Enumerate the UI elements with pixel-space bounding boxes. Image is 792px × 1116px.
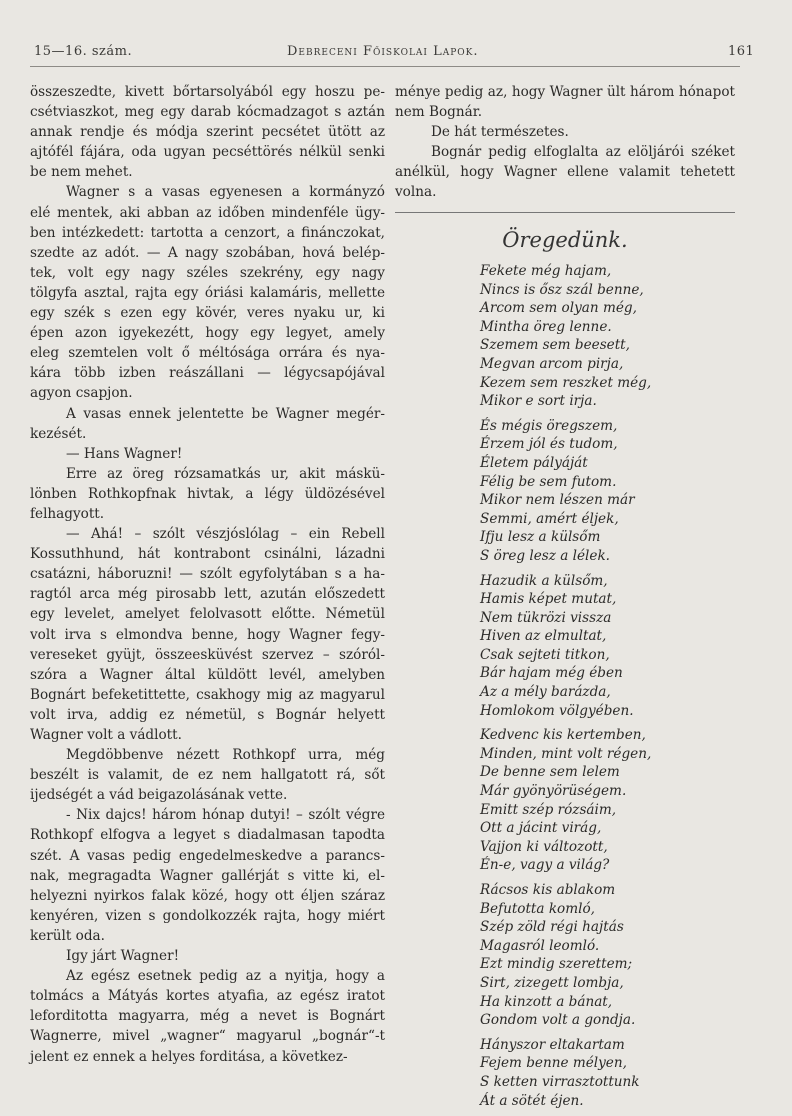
left-column-text [30,82,385,1067]
poem-line: Át a sötét éjen. [480,1092,584,1109]
poem-stanza [480,726,651,875]
poem-line: Ifju lesz a külsőm [480,529,601,546]
poem-line: Ott a jácint virág, [480,820,602,837]
poem-title: Öregedünk. [502,228,628,252]
text-line: egy szék s ezen egy kövér, veres nyaku ur, ki [30,305,385,322]
poem-line: Sirt, zizegett lombja, [480,974,624,991]
text-line: Wagnerre, mivel „wagner“ magyarul „bognár“-t [30,1028,385,1045]
text-line: Wagner s a vasas egyenesen a kormányzó [66,184,385,201]
text-line: anélkül, hogy Wagner ellene valamit tehetett [395,164,735,181]
text-line: — Ahá! – szólt vészjóslólag – ein Rebell [66,526,385,543]
text-line: beszélt is valamit, de ez nem hallgatott rá, sőt [30,767,385,784]
text-line: kenyéren, vizen s gondolkozzék rajta, hogy miért [30,907,385,924]
text-line: jelent ez ennek a helyes forditása, a következ- [30,1048,348,1065]
text-line: helyezni nyirkos falak közé, hogy ott éljen száraz [30,887,385,904]
poem-line: S ketten virrasztottunk [480,1073,640,1090]
poem-stanza [480,417,651,566]
poem-line: Félig be sem futom. [480,473,617,490]
text-line: Bognárt befeketittette, csakhogy mig az magyarul [30,686,385,703]
poem-line: És mégis öregszem, [480,417,618,434]
section-rule [395,212,735,213]
text-line: A vasas ennek jelentette be Wagner megér- [66,405,385,422]
poem-line: Kedvenc kis kertemben, [480,727,646,744]
page-number: 161 [728,44,755,59]
poem-line: Csak sejteti titkon, [480,646,610,663]
poem-stanza [480,262,651,411]
poem-line: Homlokom völgyében. [480,702,634,719]
poem-line: De benne sem lelem [480,764,620,781]
text-line: — Hans Wagner! [66,445,183,462]
poem-line: Nem tükrözi vissza [480,609,612,626]
text-line: nem Bognár. [395,104,483,121]
poem-line: Magasról leomló. [480,937,600,954]
poem-line: Kezem sem reszket még, [480,374,652,391]
poem-line: Fekete még hajam, [480,263,612,279]
text-line: Bognár pedig elfoglalta az elöljárói széket [431,144,735,161]
poem-line: Gondom volt a gondja. [480,1012,636,1029]
text-line: Megdöbbenve nézett Rothkopf urra, még [66,747,385,764]
text-line: csatázni, háboruzni! — szólt egyfolytában s a ha- [30,566,385,583]
text-line: ajtófél fájára, oda ugyan pecséttörés nélkül senki [30,144,385,161]
poem-line: Befutotta komló, [480,900,595,917]
journal-title: Debreceni Főiskolai Lapok. [287,44,479,59]
poem-line: Érzem jól és tudom, [480,436,618,453]
text-line: összeszedte, kivett bőrtarsolyából egy hoszu pe- [30,84,385,100]
poem [480,262,651,1116]
text-line: csétviaszkot, meg egy darab kócmadzagot s aztán [30,104,385,121]
poem-line: Fejem benne mélyen, [480,1055,627,1072]
poem-line: Nincs is ősz szál benne, [480,281,644,298]
text-line: felhagyott. [30,505,105,522]
text-line: leforditotta magyarra, még a nevet is Bognárt [30,1008,385,1025]
poem-line: Az a mély barázda, [480,684,611,701]
text-line: Rothkopf elfogva a legyet s diadalmasan tapodta [30,827,385,844]
poem-line: Hamis képet mutat, [480,591,617,608]
poem-line: Szemem sem beesett, [480,337,630,354]
poem-stanza [480,1036,651,1110]
text-line: volt irva s elmondva benne, hogy Wagner fegy- [30,626,385,643]
text-line: szedte az adót. — A nagy szobában, hová belép- [30,244,385,261]
poem-line: Én-e, vagy a világ? [480,857,610,874]
text-line: kára több izben reászállani — légycsapójával [30,365,385,382]
poem-line: Életem pályáját [480,454,588,471]
text-line: egy levelet, amelyet felolvasott előtte. Németül [30,606,385,623]
text-line: szóra a Wagner által küldött levél, amelyben [30,666,385,683]
text-line: Kossuthhund, hát kontrabont csinálni, lázadni [30,546,385,563]
text-line: lönben Rothkopfnak hivtak, a légy üldözésével [30,485,385,502]
text-line: ben intézkedett: tartotta a cenzort, a finánczokat, [30,224,385,241]
text-line: kezését. [30,425,87,442]
text-line: eleg szemtelen volt ő méltósága orrára és nya- [30,345,385,362]
text-line: ragtól arca még pirosabb lett, azután előszedett [30,586,385,603]
text-line: tek, volt egy nagy széles szekrény, egy nagy [30,264,385,281]
poem-line: Semmi, amért éljek, [480,510,619,527]
poem-line: Hiven az elmultat, [480,628,607,645]
poem-line: Megvan arcom pirja, [480,355,624,372]
issue-number: 15—16. szám. [34,44,133,59]
poem-line: Ha kinzott a bánat, [480,993,613,1010]
text-line: tölgyfa asztal, rajta egy óriási kalamáris, mellette [30,284,385,301]
poem-line: S öreg lesz a lélek. [480,547,611,564]
text-line: ménye pedig az, hogy Wagner ült három hónapot [395,84,735,100]
text-line: De hát természetes. [431,124,569,141]
poem-line: Mintha öreg lenne. [480,318,612,335]
text-line: - Nix dajcs! három hónap dutyi! – szólt végre [66,807,385,824]
text-line: Igy járt Wagner! [66,948,180,965]
header-rule [30,66,740,67]
text-line: tolmács a Mátyás kortes atyafia, az egész iratot [30,988,385,1005]
text-line: volt irva, addig ez németül, s Bognár helyett [30,706,385,723]
right-column-text [395,82,735,203]
poem-stanza [480,881,651,1030]
text-line: elé mentek, aki abban az időben mindenféle ügy- [30,204,385,221]
poem-line: Bár hajam még ében [480,665,623,682]
text-line: került oda. [30,927,105,944]
text-line: ijedségét a vád beigazolásának vette. [30,787,288,804]
text-line: épen azon igyekezétt, hogy egy legyet, amely [30,325,385,342]
poem-line: Hányszor eltakartam [480,1036,625,1053]
poem-line: Ezt mindig szerettem; [480,956,633,973]
text-line: be nem mehet. [30,164,133,181]
text-line: volna. [395,184,437,201]
text-line: vereseket gyüjt, összeesküvést szervez – szóról- [30,646,385,663]
text-line: szét. A vasas pedig engedelmeskedve a parancs- [30,847,385,864]
poem-line: Vajjon ki változott, [480,838,608,855]
text-line: annak rendje és módja szerint pecsétet ütött az [30,124,385,141]
poem-line: Hazudik a külsőm, [480,572,608,589]
text-line: nak, megragadta Wagner gallérját s vitte ki, el- [30,867,385,884]
poem-line: Emitt szép rózsáim, [480,801,617,818]
poem-line: Mikor e sort irja. [480,393,597,410]
poem-line: Rácsos kis ablakom [480,882,616,898]
poem-stanza [480,572,651,721]
poem-line: Arcom sem olyan még, [480,300,637,317]
poem-line: Mikor nem lészen már [480,492,635,509]
poem-line: Minden, mint volt régen, [480,745,652,762]
text-line: Erre az öreg rózsamatkás ur, akit máskü- [66,465,385,482]
text-line: Wagner volt a vádlott. [30,727,182,743]
poem-line: Szép zöld régi hajtás [480,919,624,936]
text-line: Az egész esetnek pedig az a nyitja, hogy a [66,968,385,985]
text-line: agyon csapjon. [30,385,133,402]
poem-line: Már gyönyörüségem. [480,783,627,800]
